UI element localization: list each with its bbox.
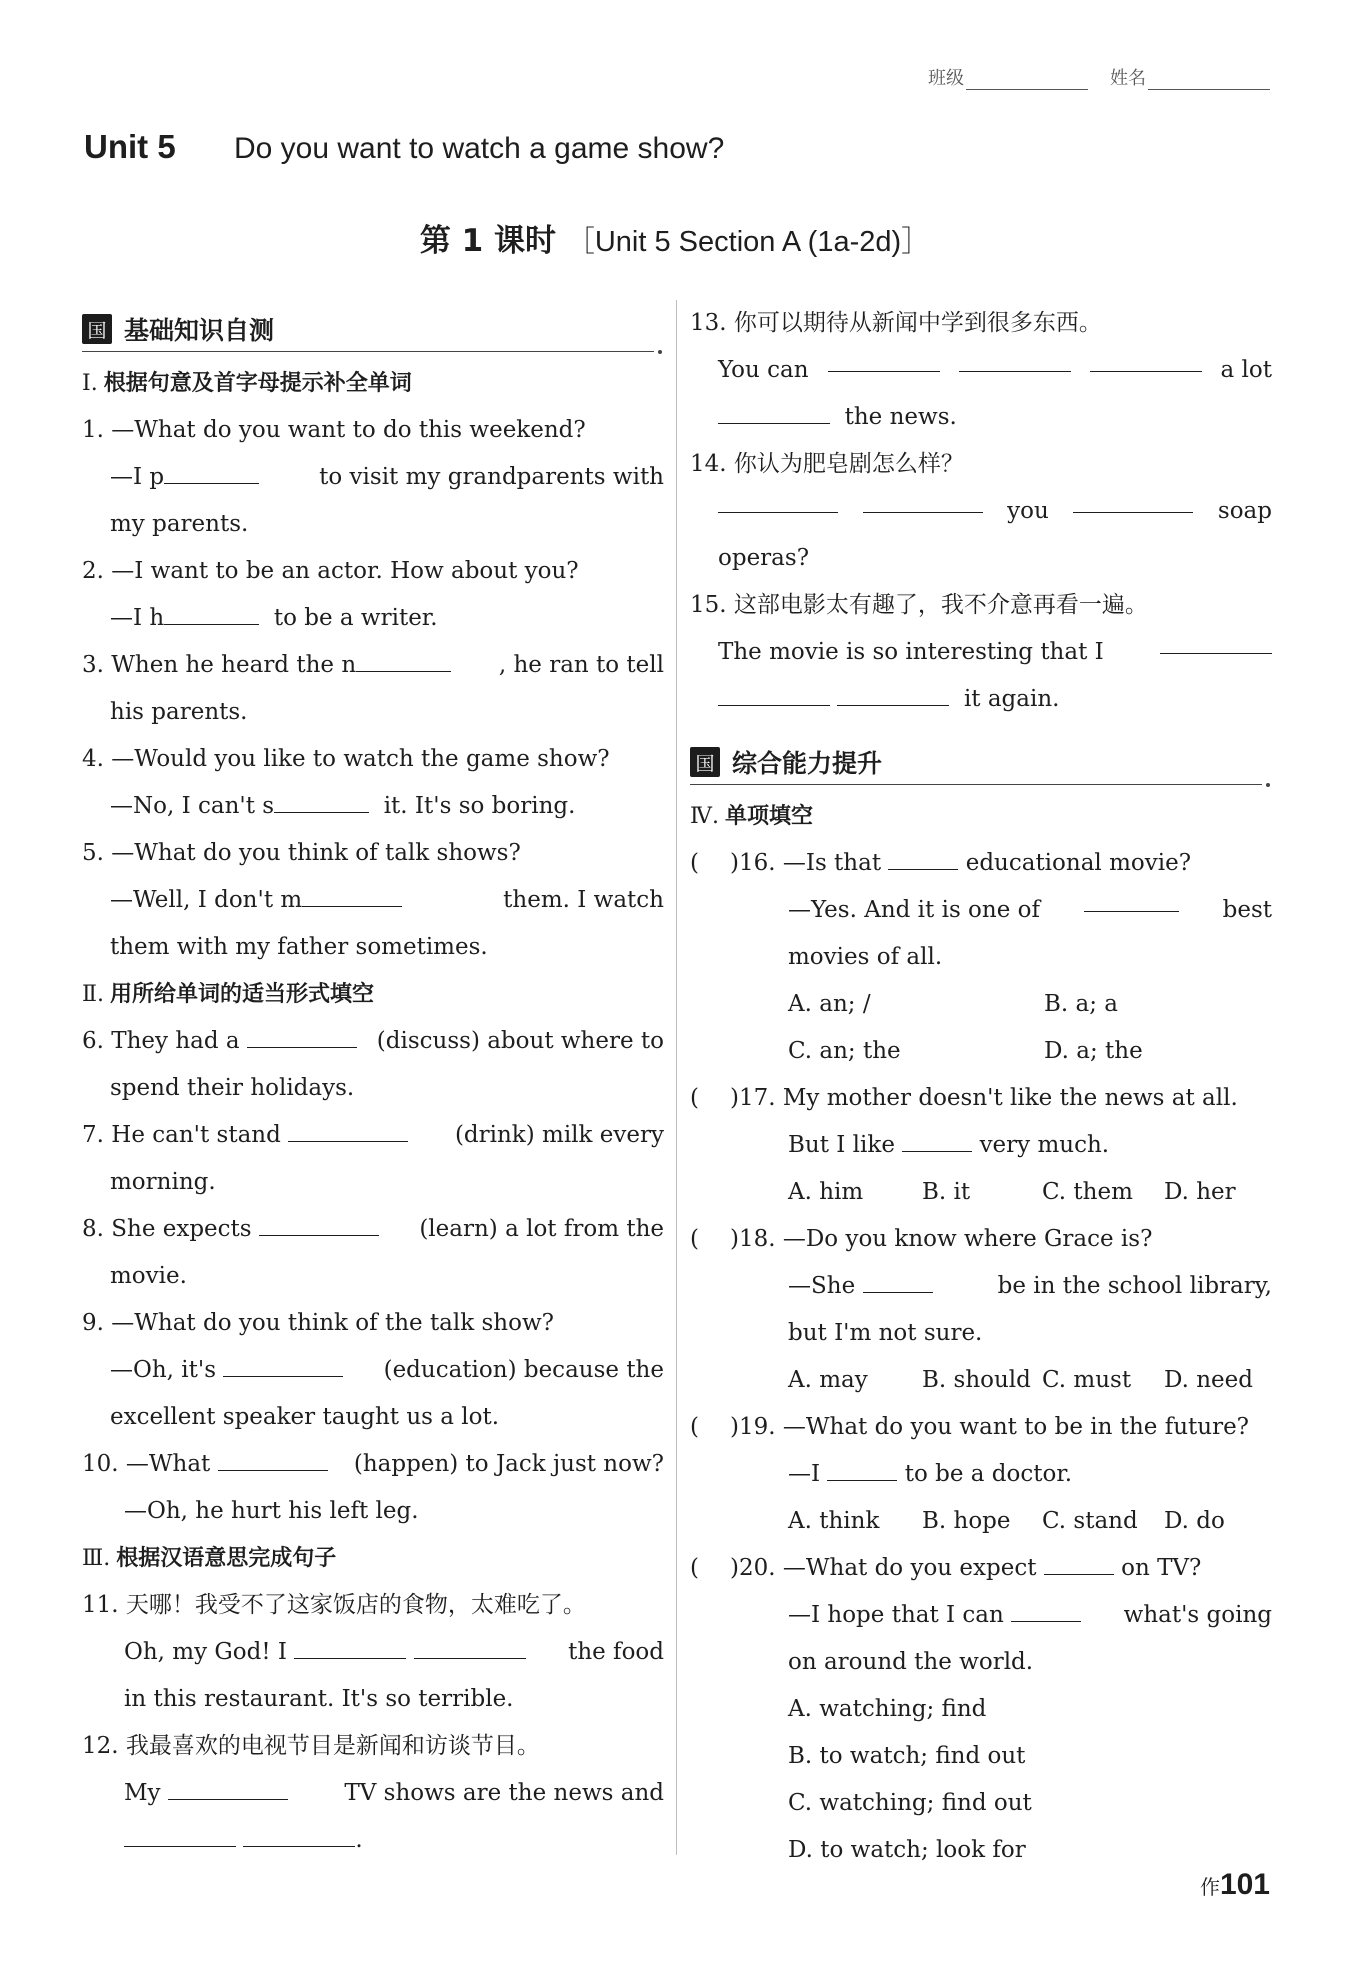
question-9-line: 9. —What do you think of the talk show? xyxy=(82,1310,554,1336)
answer-blank[interactable] xyxy=(1090,347,1202,372)
question-5-line: 5. —What do you think of talk shows? xyxy=(82,840,521,866)
question-2-line: 2. —I want to be an actor. How about you? xyxy=(82,558,579,584)
page-prefix: 作 xyxy=(1199,1875,1220,1899)
question-2-answer-line: —I h to be a writer. xyxy=(82,595,664,642)
answer-blank[interactable] xyxy=(243,1822,355,1847)
answer-blank[interactable] xyxy=(1011,1597,1081,1622)
question-18-options xyxy=(690,1357,1272,1404)
question-12-answer-line: My TV shows are the news and xyxy=(82,1770,664,1817)
answer-blank[interactable] xyxy=(1073,488,1193,513)
section-comprehensive xyxy=(690,733,1272,791)
question-20-option-a[interactable]: A. watching; find xyxy=(788,1696,987,1722)
question-13-answer-line: You can a lot xyxy=(690,347,1272,394)
answer-paren[interactable]: ( xyxy=(690,1085,699,1111)
answer-blank[interactable] xyxy=(274,788,369,813)
question-18-line: ( )18. —Do you know where Grace is? xyxy=(690,1216,1272,1263)
unit-heading xyxy=(84,128,724,166)
question-6-cont: spend their holidays. xyxy=(110,1075,355,1101)
option-a[interactable]: A. think xyxy=(788,1508,880,1534)
option-a[interactable]: A. may xyxy=(788,1367,868,1393)
answer-blank[interactable] xyxy=(218,1446,328,1471)
question-8-line: 8. She expects (learn) a lot from the xyxy=(82,1206,664,1253)
option-b[interactable]: B. a; a xyxy=(1044,991,1119,1017)
left-column xyxy=(82,300,664,1864)
answer-blank[interactable] xyxy=(718,399,830,424)
answer-blank[interactable] xyxy=(302,882,402,907)
question-11-cont: in this restaurant. It's so terrible. xyxy=(124,1686,514,1712)
question-15-prompt: 15. 这部电影太有趣了，我不介意再看一遍。 xyxy=(690,592,1148,618)
question-18-line-2: —She be in the school library, xyxy=(690,1263,1272,1310)
question-6-line: 6. They had a (discuss) about where to xyxy=(82,1018,664,1065)
answer-blank[interactable] xyxy=(164,600,259,625)
option-b[interactable]: B. should xyxy=(922,1367,1031,1393)
section-icon: 国 xyxy=(690,747,720,777)
question-17-line: ( )17. My mother doesn't like the news at all. xyxy=(690,1075,1272,1122)
option-c[interactable]: C. must xyxy=(1042,1367,1132,1393)
question-14-answer-line: you soap xyxy=(690,488,1272,535)
question-5-answer-line: —Well, I don't m them. I watch xyxy=(82,877,664,924)
right-column xyxy=(690,300,1272,1874)
section-rule-dot xyxy=(1266,783,1270,787)
question-13-prompt: 13. 你可以期待从新闻中学到很多东西。 xyxy=(690,310,1102,336)
part-3-heading: Ⅲ. 根据汉语意思完成句子 xyxy=(82,1546,337,1571)
question-20-option-c[interactable]: C. watching; find out xyxy=(788,1790,1032,1816)
question-16-options-2 xyxy=(690,1028,1272,1075)
question-19-options xyxy=(690,1498,1272,1545)
answer-blank[interactable] xyxy=(164,459,259,484)
answer-blank[interactable] xyxy=(902,1127,972,1152)
student-info-fields xyxy=(928,64,1270,90)
option-c[interactable]: C. them xyxy=(1042,1179,1133,1205)
lesson-heading xyxy=(0,215,1350,260)
question-19-line: ( )19. —What do you want to be in the future? xyxy=(690,1404,1272,1451)
answer-blank[interactable] xyxy=(1160,629,1272,654)
question-20-line: ( )20. —What do you expect on TV? xyxy=(690,1545,1272,1592)
question-8-cont: movie. xyxy=(110,1263,187,1289)
part-2-heading: Ⅱ. 用所给单词的适当形式填空 xyxy=(82,982,374,1007)
class-label: 班级 xyxy=(928,68,964,89)
answer-blank[interactable] xyxy=(828,347,940,372)
answer-blank[interactable] xyxy=(294,1634,406,1659)
question-20-cont: on around the world. xyxy=(788,1649,1034,1675)
question-10-line: 10. —What (happen) to Jack just now? xyxy=(82,1441,664,1488)
answer-blank[interactable] xyxy=(414,1634,526,1659)
answer-blank[interactable] xyxy=(1084,887,1179,912)
answer-blank[interactable] xyxy=(356,647,451,672)
option-a[interactable]: A. an; / xyxy=(788,991,871,1017)
answer-blank[interactable] xyxy=(168,1775,288,1800)
answer-blank[interactable] xyxy=(827,1456,897,1481)
section-title: 基础知识自测 xyxy=(124,316,275,345)
option-b[interactable]: B. it xyxy=(922,1179,971,1205)
question-12-prompt: 12. 我最喜欢的电视节目是新闻和访谈节目。 xyxy=(82,1733,540,1759)
question-4-answer-line: —No, I can't s it. It's so boring. xyxy=(82,783,664,830)
question-16-cont: movies of all. xyxy=(788,944,943,970)
question-17-options xyxy=(690,1169,1272,1216)
answer-blank[interactable] xyxy=(223,1352,343,1377)
question-12-cont: . xyxy=(82,1817,664,1864)
question-15-answer-line: The movie is so interesting that I xyxy=(690,629,1272,676)
option-c[interactable]: C. an; the xyxy=(788,1038,901,1064)
question-20-option-b[interactable]: B. to watch; find out xyxy=(788,1743,1026,1769)
section-rule xyxy=(690,784,1262,785)
column-divider xyxy=(676,300,677,1855)
unit-title: Do you want to watch a game show? xyxy=(234,132,725,165)
name-field[interactable] xyxy=(1110,64,1270,90)
question-20-option-d[interactable]: D. to watch; look for xyxy=(788,1837,1026,1863)
question-5-cont: them with my father sometimes. xyxy=(110,934,488,960)
question-17-line-2: But I like very much. xyxy=(690,1122,1272,1169)
question-11-answer-line: Oh, my God! I the food xyxy=(82,1629,664,1676)
answer-paren[interactable]: ( xyxy=(690,1414,699,1440)
section-rule xyxy=(82,351,654,352)
answer-blank[interactable] xyxy=(718,488,838,513)
section-icon: 国 xyxy=(82,314,112,344)
answer-blank[interactable] xyxy=(837,681,949,706)
unit-number: Unit 5 xyxy=(84,128,176,165)
part-1-heading: Ⅰ. 根据句意及首字母提示补全单词 xyxy=(82,371,412,396)
question-14-prompt: 14. 你认为肥皂剧怎么样？ xyxy=(690,451,964,477)
answer-blank[interactable] xyxy=(888,845,958,870)
option-c[interactable]: C. stand xyxy=(1042,1508,1138,1534)
section-basic-knowledge xyxy=(82,300,664,358)
answer-blank[interactable] xyxy=(863,1268,933,1293)
option-b[interactable]: B. hope xyxy=(922,1508,1011,1534)
answer-paren[interactable]: ( xyxy=(690,850,699,876)
question-18-cont: but I'm not sure. xyxy=(788,1320,983,1346)
answer-blank[interactable] xyxy=(124,1822,236,1847)
question-16-line-2: —Yes. And it is one of best xyxy=(690,887,1272,934)
question-9-cont: excellent speaker taught us a lot. xyxy=(110,1404,500,1430)
question-7-cont: morning. xyxy=(110,1169,216,1195)
question-3-line: 3. When he heard the n , he ran to tell xyxy=(82,642,664,689)
answer-blank[interactable] xyxy=(1044,1550,1114,1575)
question-11-prompt: 11. 天哪！我受不了这家饭店的食物，太难吃了。 xyxy=(82,1592,586,1618)
page-number-value: 101 xyxy=(1219,1868,1270,1901)
answer-paren[interactable]: ( xyxy=(690,1555,699,1581)
name-label: 姓名 xyxy=(1110,68,1146,89)
question-9-answer-line: —Oh, it's (education) because the xyxy=(82,1347,664,1394)
question-16-options-1 xyxy=(690,981,1272,1028)
answer-blank[interactable] xyxy=(288,1117,408,1142)
option-d[interactable]: D. need xyxy=(1164,1367,1254,1393)
question-15-cont: it again. xyxy=(690,676,1272,723)
option-a[interactable]: A. him xyxy=(788,1179,864,1205)
question-3-cont: his parents. xyxy=(110,699,248,725)
section-rule-dot xyxy=(658,350,662,354)
answer-blank[interactable] xyxy=(259,1211,379,1236)
question-1-cont: my parents. xyxy=(110,511,249,537)
lesson-en: ［Unit 5 Section A (1a-2d)］ xyxy=(565,226,931,258)
option-d[interactable]: D. a; the xyxy=(1044,1038,1143,1064)
answer-blank[interactable] xyxy=(863,488,983,513)
question-1-answer-line: —I p to visit my grandparents with xyxy=(82,454,664,501)
section-title: 综合能力提升 xyxy=(732,749,883,778)
question-10-cont: —Oh, he hurt his left leg. xyxy=(124,1498,419,1524)
answer-blank[interactable] xyxy=(247,1023,357,1048)
question-13-cont: the news. xyxy=(690,394,1272,441)
question-20-line-2: —I hope that I can what's going xyxy=(690,1592,1272,1639)
option-d[interactable]: D. do xyxy=(1164,1508,1225,1534)
answer-blank[interactable] xyxy=(718,681,830,706)
name-blank[interactable] xyxy=(1148,69,1270,90)
question-19-line-2: —I to be a doctor. xyxy=(690,1451,1272,1498)
answer-paren[interactable]: ( xyxy=(690,1226,699,1252)
part-4-heading: Ⅳ. 单项填空 xyxy=(690,804,813,829)
option-d[interactable]: D. her xyxy=(1164,1179,1236,1205)
question-4-line: 4. —Would you like to watch the game show? xyxy=(82,746,610,772)
class-field[interactable] xyxy=(928,64,1088,90)
question-14-cont: operas? xyxy=(718,545,810,571)
class-blank[interactable] xyxy=(966,69,1088,90)
question-7-line: 7. He can't stand (drink) milk every xyxy=(82,1112,664,1159)
lesson-cn: 第 1 课时 xyxy=(419,223,556,259)
question-1-line: 1. —What do you want to do this weekend? xyxy=(82,417,586,443)
page-number xyxy=(1200,1868,1270,1902)
question-16-line: ( )16. —Is that educational movie? xyxy=(690,840,1272,887)
answer-blank[interactable] xyxy=(959,347,1071,372)
